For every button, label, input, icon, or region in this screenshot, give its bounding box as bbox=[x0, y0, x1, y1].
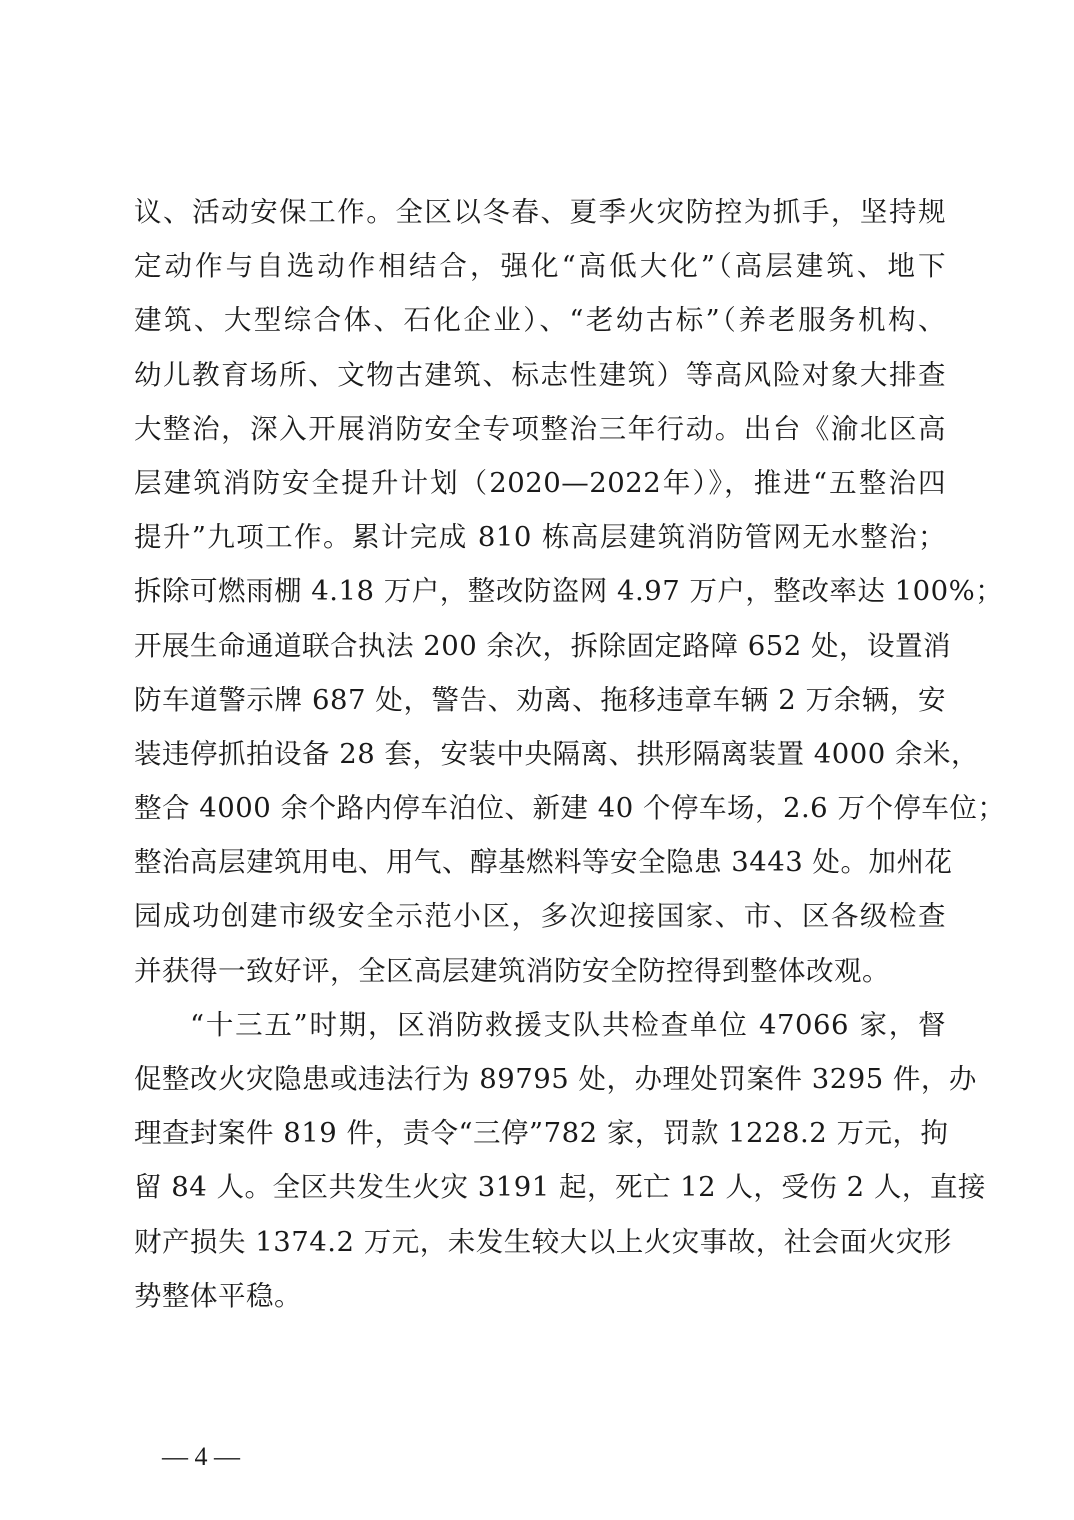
text-line: 大整治，深入开展消防安全专项整治三年行动。出台《渝北区高 bbox=[134, 412, 946, 445]
text-line: 层建筑消防安全提升计划（2020—2022年）》，推进“五整治四 bbox=[134, 466, 946, 499]
text-line: “十三五”时期，区消防救援支队共检查单位 47066 家，督 bbox=[190, 1008, 946, 1041]
text-line: 定动作与自选动作相结合，强化“高低大化”（高层建筑、地下 bbox=[134, 250, 946, 283]
text-line: 装违停抓拍设备 28 套，安装中央隔离、拱形隔离装置 4000 余米， bbox=[134, 737, 979, 770]
text-line: 财产损失 1374.2 万元，未发生较大以上火灾事故，社会面火灾形 bbox=[134, 1225, 952, 1258]
text-line: 拆除可燃雨棚 4.18 万户，整改防盗网 4.97 万户，整改率达 100%； bbox=[134, 575, 1004, 608]
text-line: 提升”九项工作。累计完成 810 栋高层建筑消防管网无水整治； bbox=[134, 521, 946, 554]
text-line: 整治高层建筑用电、用气、醇基燃料等安全隐患 3443 处。加州花 bbox=[134, 846, 953, 879]
text-line: 园成功创建市级安全示范小区，多次迎接国家、市、区各级检查 bbox=[134, 900, 946, 933]
page-number: — 4 — bbox=[162, 1442, 240, 1471]
text-line: 建筑、大型综合体、石化企业）、“老幼古标”（养老服务机构、 bbox=[134, 304, 946, 337]
text-line: 幼儿教育场所、文物古建筑、标志性建筑）等高风险对象大排查 bbox=[134, 358, 946, 391]
text-line: 促整改火灾隐患或违法行为 89795 处，办理处罚案件 3295 件，办 bbox=[134, 1063, 977, 1095]
text-line: 并获得一致好评，全区高层建筑消防安全防控得到整体改观。 bbox=[134, 954, 890, 987]
body-text bbox=[134, 185, 1006, 1323]
text-line: 势整体平稳。 bbox=[134, 1279, 302, 1312]
text-line: 理查封案件 819 件，责令“三停”782 家，罚款 1228.2 万元，拘 bbox=[134, 1117, 949, 1150]
text-line: 留 84 人。全区共发生火灾 3191 起，死亡 12 人，受伤 2 人，直接 bbox=[134, 1171, 986, 1204]
text-line: 议、活动安保工作。全区以冬春、夏季火灾防控为抓手，坚持规 bbox=[134, 196, 946, 228]
text-line: 开展生命通道联合执法 200 余次，拆除固定路障 652 处，设置消 bbox=[134, 629, 951, 662]
text-line: 防车道警示牌 687 处，警告、劝离、拖移违章车辆 2 万余辆，安 bbox=[134, 683, 946, 716]
text-line: 整合 4000 余个路内停车泊位、新建 40 个停车场，2.6 万个停车位； bbox=[134, 792, 1006, 825]
